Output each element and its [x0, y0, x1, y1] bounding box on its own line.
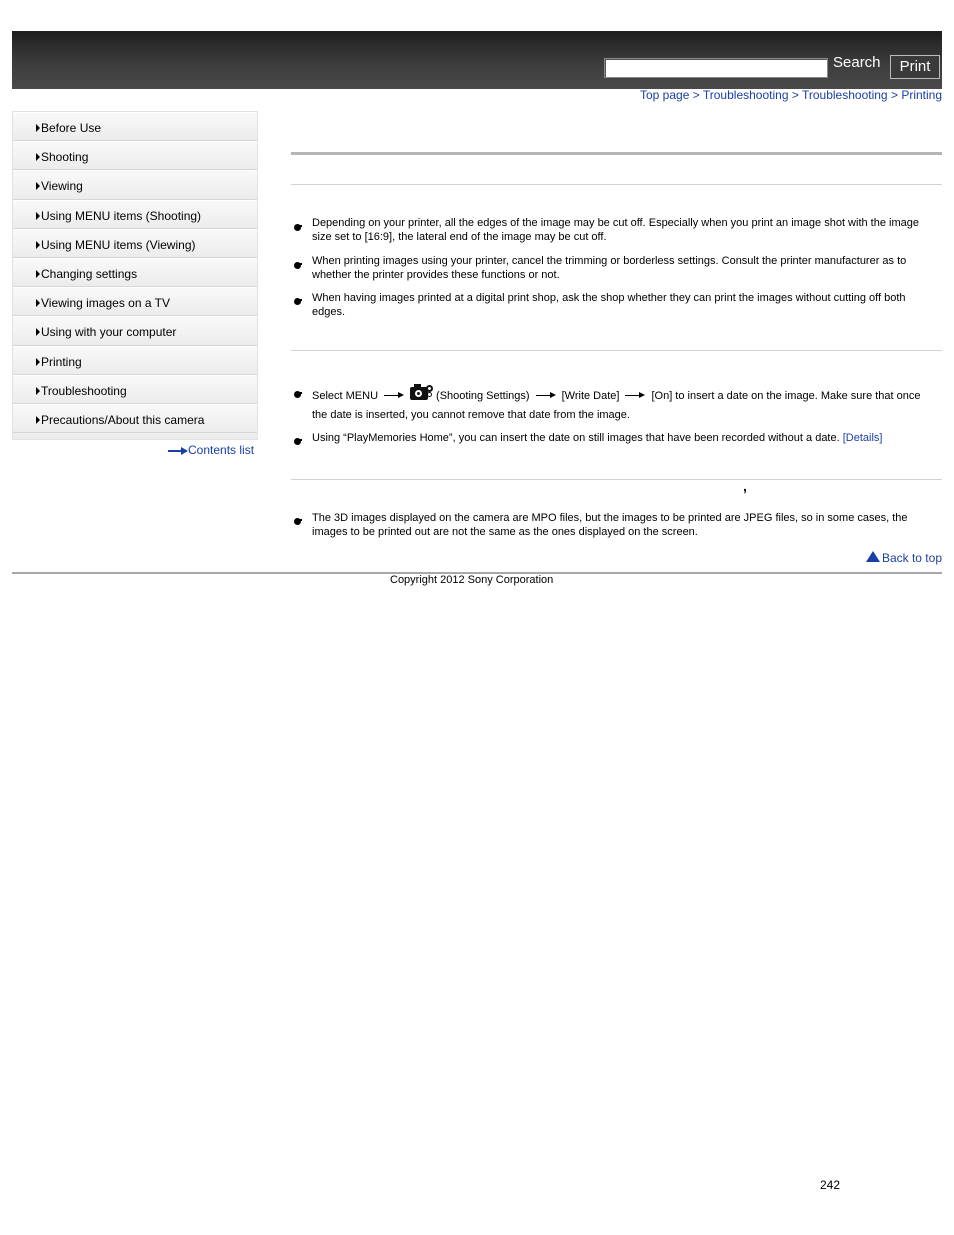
section1-bullet3: When having images printed at a digital print shop, ask the shop whether they can print the images without cutting off both edges. [312, 292, 906, 318]
step-on: [On] to insert a date on the image. Make sure that once the date is inserted, you cannot remove that date from the image. [312, 390, 921, 421]
back-to-top-link[interactable] [866, 551, 942, 565]
sidebar-item-label: Viewing images on a TV [41, 296, 170, 311]
breadcrumb-separator: > [692, 88, 700, 102]
sidebar-footer [13, 433, 257, 439]
section1-bullet2: When printing images using your printer, cancel the trimming or borderless settings. Consult the printer manufacturer as to whether the printer provides these functions or not. [312, 255, 907, 281]
step-write-date: [Write Date] [561, 390, 620, 402]
sidebar-item-label: Changing settings [41, 266, 138, 281]
search-label[interactable]: Search [833, 54, 881, 71]
sidebar-item-label: Shooting [41, 150, 89, 165]
sidebar-item-viewing[interactable] [13, 170, 257, 199]
sidebar-item-shooting[interactable] [13, 141, 257, 170]
breadcrumb-printing[interactable]: Printing [901, 88, 942, 102]
step-shooting-settings: (Shooting Settings) [436, 390, 530, 402]
back-to-top-label: Back to top [881, 551, 942, 565]
search-input[interactable] [604, 58, 828, 78]
bullet-icon [294, 518, 301, 525]
bullet-icon [294, 262, 301, 269]
triangle-right-icon [36, 153, 40, 161]
sidebar-nav [12, 111, 258, 440]
sidebar-item-label: Using MENU items (Shooting) [41, 208, 202, 223]
copyright: Copyright 2012 Sony Corporation [390, 574, 554, 586]
sidebar-item-label: Precautions/About this camera [41, 412, 205, 427]
triangle-right-icon [36, 241, 40, 249]
triangle-right-icon [36, 387, 40, 395]
triangle-right-icon [36, 358, 40, 366]
section3-bullet1: The 3D images displayed on the camera are MPO files, but the images to be printed are JPEG files, so in some cases, the images to be printed out are not the same as the ones displayed on the screen. [312, 512, 908, 538]
bullet-icon [294, 391, 301, 398]
sidebar-item-menu-viewing[interactable] [13, 229, 257, 258]
sidebar-item-label: Printing [41, 354, 82, 369]
breadcrumb-separator: > [890, 88, 898, 102]
arrow-right-icon [535, 392, 557, 400]
sidebar-item-before-use[interactable] [13, 112, 257, 141]
sidebar-item-computer[interactable] [13, 316, 257, 345]
breadcrumb [640, 88, 942, 102]
sidebar-item-label: Viewing [41, 179, 83, 194]
sidebar-item-printing[interactable] [13, 346, 257, 375]
camera-settings-icon [410, 383, 434, 401]
breadcrumb-troubleshooting-2[interactable]: Troubleshooting [801, 88, 888, 102]
triangle-up-icon [866, 551, 880, 562]
breadcrumb-top-page[interactable]: Top page [640, 88, 690, 102]
sidebar-item-menu-shooting[interactable] [13, 200, 257, 229]
triangle-right-icon [36, 299, 40, 307]
contents-list-label: Contents list [188, 443, 255, 457]
details-link[interactable]: [Details] [842, 432, 883, 444]
triangle-right-icon [36, 270, 40, 278]
sidebar-item-viewing-on-tv[interactable] [13, 287, 257, 316]
bullet-icon [294, 224, 301, 231]
bullet-icon [294, 298, 301, 305]
bullet-icon [294, 438, 301, 445]
page-number: 242 [820, 1178, 841, 1192]
section-divider [291, 350, 942, 351]
header-bar [12, 31, 942, 89]
triangle-right-icon [36, 124, 40, 132]
sidebar-item-precautions[interactable] [13, 404, 257, 433]
triangle-right-icon [36, 212, 40, 220]
breadcrumb-troubleshooting-1[interactable]: Troubleshooting [702, 88, 789, 102]
sidebar-item-troubleshooting[interactable] [13, 375, 257, 404]
heading-fragment: , [743, 478, 747, 494]
section2-bullet1 [312, 383, 938, 425]
section1-bullet1: Depending on your printer, all the edges of the image may be cut off. Especially when you print an image shot with the image size set to [16:9], the lateral end of the image may be cut off. [312, 217, 919, 243]
arrow-right-icon [624, 392, 646, 400]
contents-list-link[interactable] [168, 443, 254, 457]
title-divider [291, 152, 942, 155]
sidebar-item-changing-settings[interactable] [13, 258, 257, 287]
section2-bullet2 [312, 431, 938, 445]
triangle-right-icon [36, 328, 40, 336]
sidebar-item-label: Using with your computer [41, 325, 177, 340]
sidebar-item-label: Using MENU items (Viewing) [41, 237, 196, 252]
sidebar-item-label: Before Use [41, 121, 102, 135]
section-divider [291, 479, 942, 480]
print-button[interactable]: Print [890, 55, 940, 79]
arrow-right-icon [168, 446, 188, 456]
sidebar-item-label: Troubleshooting [41, 383, 127, 398]
step-select-menu: Select MENU [312, 390, 379, 402]
triangle-right-icon [36, 416, 40, 424]
playmemories-text: Using “PlayMemories Home”, you can insert the date on still images that have been recorded without a date. [312, 432, 840, 444]
arrow-right-icon [383, 392, 405, 400]
section-divider [291, 184, 942, 185]
breadcrumb-separator: > [791, 88, 799, 102]
triangle-right-icon [36, 182, 40, 190]
